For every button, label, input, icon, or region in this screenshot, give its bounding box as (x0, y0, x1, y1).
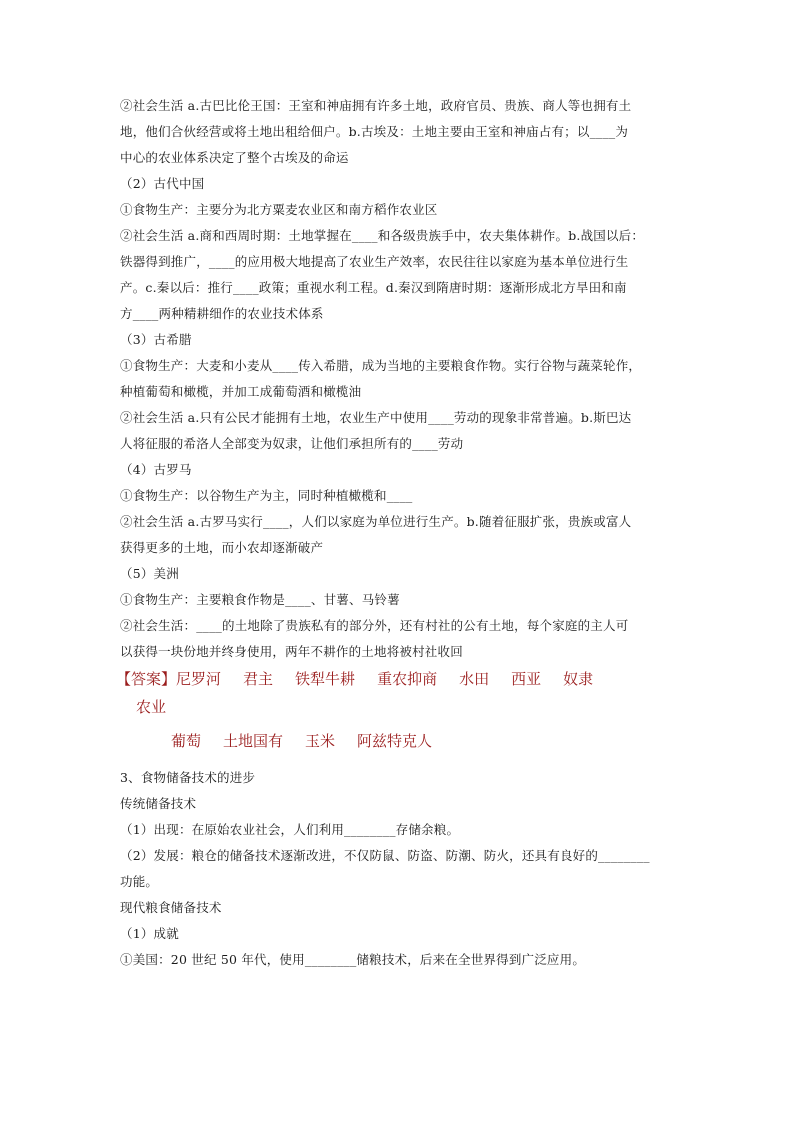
text-line: （2）发展：粮仓的储备技术逐渐改进，不仅防鼠、防盗、防潮、防火，还具有良好的________ (120, 848, 650, 863)
answer-item: 农业 (136, 698, 167, 716)
body-text-part1 (120, 93, 684, 665)
text-line: ①食物生产：主要粮食作物是____、甘薯、马铃薯 (120, 592, 400, 607)
answer-item: 西亚 (511, 670, 542, 688)
text-line: ②社会生活 a.古罗马实行____，人们以家庭为单位进行生产。b.随着征服扩张，贵族或富人 (120, 514, 632, 529)
answer-item: 奴隶 (563, 670, 594, 688)
text-line: 方____两种精耕细作的农业技术体系 (120, 306, 324, 321)
answer-item: 铁犁牛耕 (295, 670, 356, 688)
text-line: ①美国：20 世纪 50 年代，使用________储粮技术，后来在全世界得到广泛应用。 (120, 952, 586, 967)
answer-row-3 (116, 727, 684, 755)
text-line: 种植葡萄和橄榄，并加工成葡萄酒和橄榄油 (120, 384, 362, 399)
subheading-traditional-storage: 传统储备技术 (120, 796, 197, 811)
text-line: 人将征服的希洛人全部变为奴隶，让他们承担所有的____劳动 (120, 436, 464, 451)
answer-row-2 (116, 693, 684, 721)
section-heading-food-storage: 3、食物储备技术的进步 (120, 770, 256, 785)
answer-item: 葡萄 (171, 732, 202, 750)
text-line: ②社会生活 a.只有公民才能拥有土地，农业生产中使用____劳动的现象非常普遍。b.斯巴达 (120, 410, 632, 425)
section-heading-americas: （5）美洲 (120, 566, 179, 581)
text-line: 获得更多的土地，而小农却逐渐破产 (120, 540, 324, 555)
text-line: 铁器得到推广，____的应用极大地提高了农业生产效率，农民往往以家庭为基本单位进行生 (120, 254, 629, 269)
text-line: ②社会生活 a.古巴比伦王国：王室和神庙拥有许多土地，政府官员、贵族、商人等也拥有土 (120, 98, 632, 113)
text-line: ①食物生产：主要分为北方粟麦农业区和南方稻作农业区 (120, 202, 438, 217)
text-line: 地，他们合伙经营或将土地出租给佃户。b.古埃及：土地主要由王室和神庙占有；以____为 (120, 124, 629, 139)
answer-block (116, 665, 684, 755)
subheading-modern-storage: 现代粮食储备技术 (120, 900, 222, 915)
text-line: （1）成就 (120, 926, 179, 941)
text-line: 以获得一块份地并终身使用，两年不耕作的土地将被村社收回 (120, 644, 463, 659)
body-text-part2 (120, 765, 684, 973)
answer-prefix: 【答案】 (116, 670, 177, 688)
text-line: ①食物生产：大麦和小麦从____传入希腊，成为当地的主要粮食作物。实行谷物与蔬菜轮作， (120, 358, 642, 373)
answer-item: 尼罗河 (176, 670, 222, 688)
text-line: ①食物生产：以谷物生产为主，同时种植橄榄和____ (120, 488, 413, 503)
section-heading-ancient-greece: （3）古希腊 (120, 332, 192, 347)
text-line: 中心的农业体系决定了整个古埃及的命运 (120, 150, 349, 165)
answer-item: 君主 (243, 670, 274, 688)
answer-item: 水田 (459, 670, 490, 688)
answer-item: 阿兹特克人 (357, 732, 433, 750)
answer-item: 重农抑商 (377, 670, 438, 688)
answer-item: 土地国有 (223, 732, 284, 750)
answer-row-1 (116, 665, 684, 693)
text-line: 产。c.秦以后：推行____政策；重视水利工程。d.秦汉到隋唐时期：逐渐形成北方旱田和南 (120, 280, 627, 295)
answer-item: 玉米 (305, 732, 336, 750)
section-heading-ancient-rome: （4）古罗马 (120, 462, 192, 477)
text-line: （1）出现：在原始农业社会，人们利用________存储余粮。 (120, 822, 460, 837)
text-line: ②社会生活：____的土地除了贵族私有的部分外，还有村社的公有土地，每个家庭的主人可 (120, 618, 629, 633)
section-heading-ancient-china: （2）古代中国 (120, 176, 205, 191)
text-line: 功能。 (120, 874, 159, 889)
text-line: ②社会生活 a.商和西周时期：土地掌握在____和各级贵族手中，农夫集体耕作。b.战国以后： (120, 228, 645, 243)
